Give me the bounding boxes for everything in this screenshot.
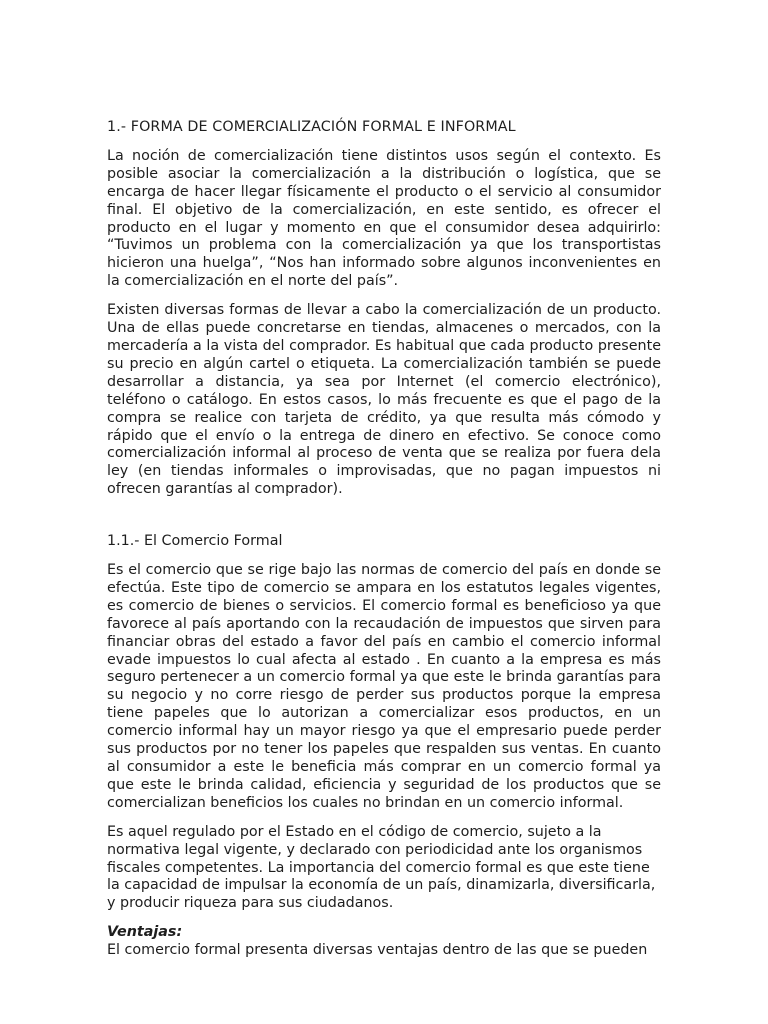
paragraph-regulado: Es aquel regulado por el Estado en el código de comercio, sujeto a la normativa legal vigente, y declarado con periodicidad ante los organismos fiscales competentes. La importancia del comercio formal es que este tiene la capacidad de impulsar la economía de un país, dinamizarla, diversificarla, y producir riqueza para sus ciudadanos. bbox=[107, 823, 656, 912]
paragraph-definition: La noción de comercialización tiene distintos usos según el contexto. Es posible asociar la comercialización a la distribución o logística, que se encarga de hacer llegar físicamente el producto o el servicio al consumidor final. El objetivo de la comercialización, en este sentido, es ofrecer el producto en el lugar y momento en que el consumidor desea adquirirlo: “Tuvimos un problema con la comercialización ya que los transportistas hicieron una huelga”, “Nos han informado sobre algunos inconvenientes en la comercialización en el norte del país”. bbox=[107, 147, 661, 290]
paragraph-comercio-formal: Es el comercio que se rige bajo las normas de comercio del país en donde se efectúa. Este tipo de comercio se ampara en los estatutos legales vigentes, es comercio de bienes o servicios. El comercio formal es beneficioso ya que favorece al país aportando con la recaudación de impuestos que sirven para financiar obras del estado a favor del país en cambio el comercio informal evade impuestos lo cual afecta al estado . En cuanto a la empresa es más seguro pertenecer a un comercio formal ya que este le brinda garantías para su negocio y no corre riesgo de perder sus productos porque la empresa tiene papeles que lo autorizan a comercializar esos productos, en un comercio informal hay un mayor riesgo ya que el empresario puede perder sus productos por no tener los papeles que respalden sus ventas. En cuanto al consumidor a este le beneficia más comprar en un comercio formal ya que este le brinda calidad, eficiencia y seguridad de los productos que se comercializan beneficios los cuales no brindan en un comercio informal. bbox=[107, 562, 661, 811]
paragraph-formas: Existen diversas formas de llevar a cabo la comercialización de un producto. Una de ellas puede concretarse en tiendas, almacenes o mercados, con la mercadería a la vista del comprador. Es habitual que cada producto presente su precio en algún cartel o etiqueta. La comercialización también se puede desarrollar a distancia, ya sea por Internet (el comercio electrónico), teléfono o catálogo. En estos casos, lo más frecuente es que el pago de la compra se realice con tarjeta de crédito, ya que resulta más cómodo y rápido que el envío o la entrega de dinero en efectivo. Se conoce como comercialización informal al proceso de venta que se realiza por fuera dela ley (en tiendas informales o improvisadas, que no pagan impuestos ni ofrecen garantías al comprador). bbox=[107, 302, 661, 498]
section-heading: 1.- FORMA DE COMERCIALIZACIÓN FORMAL E INFORMAL bbox=[107, 119, 516, 135]
subsection-heading: 1.1.- El Comercio Formal bbox=[107, 533, 283, 550]
paragraph-ventajas: El comercio formal presenta diversas ventajas dentro de las que se pueden bbox=[107, 942, 648, 959]
section-spacer bbox=[107, 510, 661, 533]
document-page bbox=[107, 119, 661, 960]
ventajas-heading: Ventajas: bbox=[107, 924, 183, 941]
